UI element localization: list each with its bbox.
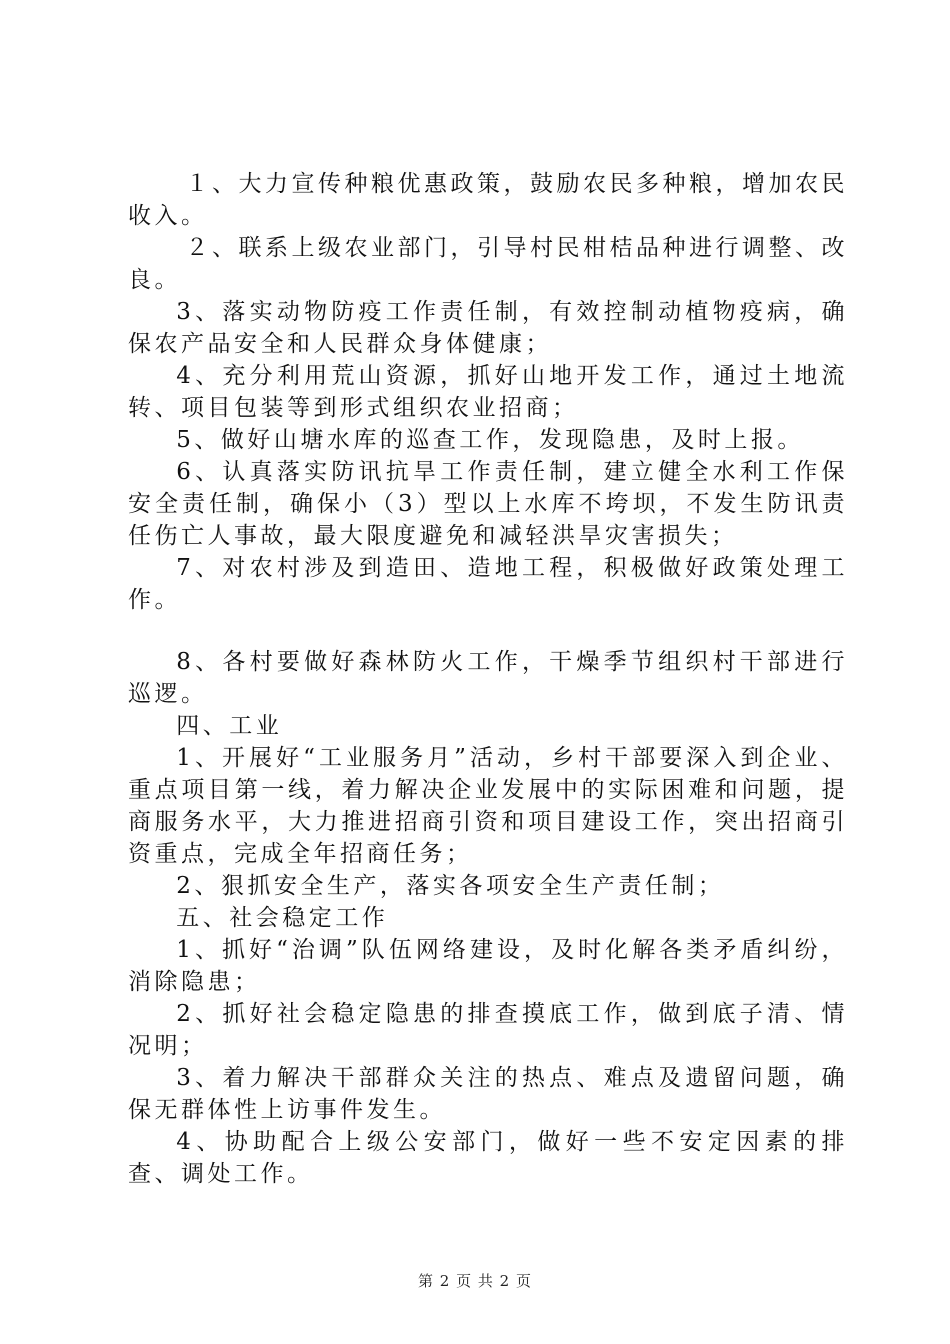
paragraph-stability-1: 1、抓好“治调”队伍网络建设，及时化解各类矛盾纠纷，消除隐患；: [128, 937, 848, 995]
document-body: [128, 168, 848, 1190]
paragraph-agri-2: ２、联系上级农业部门，引导村民柑桔品种进行调整、改良。: [128, 235, 848, 293]
paragraph-industry-2: 2、狠抓安全生产，落实各项安全生产责任制；: [176, 873, 725, 899]
paragraph-stability-2: 2、抓好社会稳定隐患的排查摸底工作，做到底子清、情况明；: [128, 1001, 848, 1059]
paragraph-agri-8: 8、各村要做好森林防火工作，干燥季节组织村干部进行巡逻。: [128, 649, 848, 707]
section-heading-stability: 五、社会稳定工作: [176, 905, 389, 931]
paragraph-agri-5: 5、做好山塘水库的巡查工作，发现隐患，及时上报。: [176, 427, 804, 453]
paragraph-stability-3: 3、着力解决干部群众关注的热点、难点及遗留问题，确保无群体性上访事件发生。: [128, 1065, 848, 1123]
paragraph-agri-1: １、大力宣传种粮优惠政策，鼓励农民多种粮，增加农民收入。: [128, 171, 848, 229]
paragraph-agri-4: 4、充分利用荒山资源，抓好山地开发工作，通过土地流转、项目包装等到形式组织农业招商；: [128, 363, 848, 421]
paragraph-industry-1: 1、开展好“工业服务月”活动，乡村干部要深入到企业、重点项目第一线，着力解决企业发展中的实际困难和问题，提商服务水平，大力推进招商引资和项目建设工作，突出招商引资重点，完成全年招商任务；: [128, 745, 848, 867]
paragraph-stability-4: 4、协助配合上级公安部门，做好一些不安定因素的排查、调处工作。: [128, 1129, 848, 1187]
page-number-footer: 第 2 页 共 2 页: [418, 1272, 532, 1290]
section-heading-industry: 四、工业: [176, 713, 283, 739]
paragraph-agri-6: 6、认真落实防讯抗旱工作责任制，建立健全水利工作保安全责任制，确保小（3）型以上水库不垮坝，不发生防讯责任伤亡人事故，最大限度避免和减轻洪旱灾害损失；: [128, 459, 848, 549]
paragraph-agri-3: 3、落实动物防疫工作责任制，有效控制动植物疫病，确保农产品安全和人民群众身体健康；: [128, 299, 848, 357]
paragraph-agri-7: 7、对农村涉及到造田、造地工程，积极做好政策处理工作。: [128, 555, 848, 613]
